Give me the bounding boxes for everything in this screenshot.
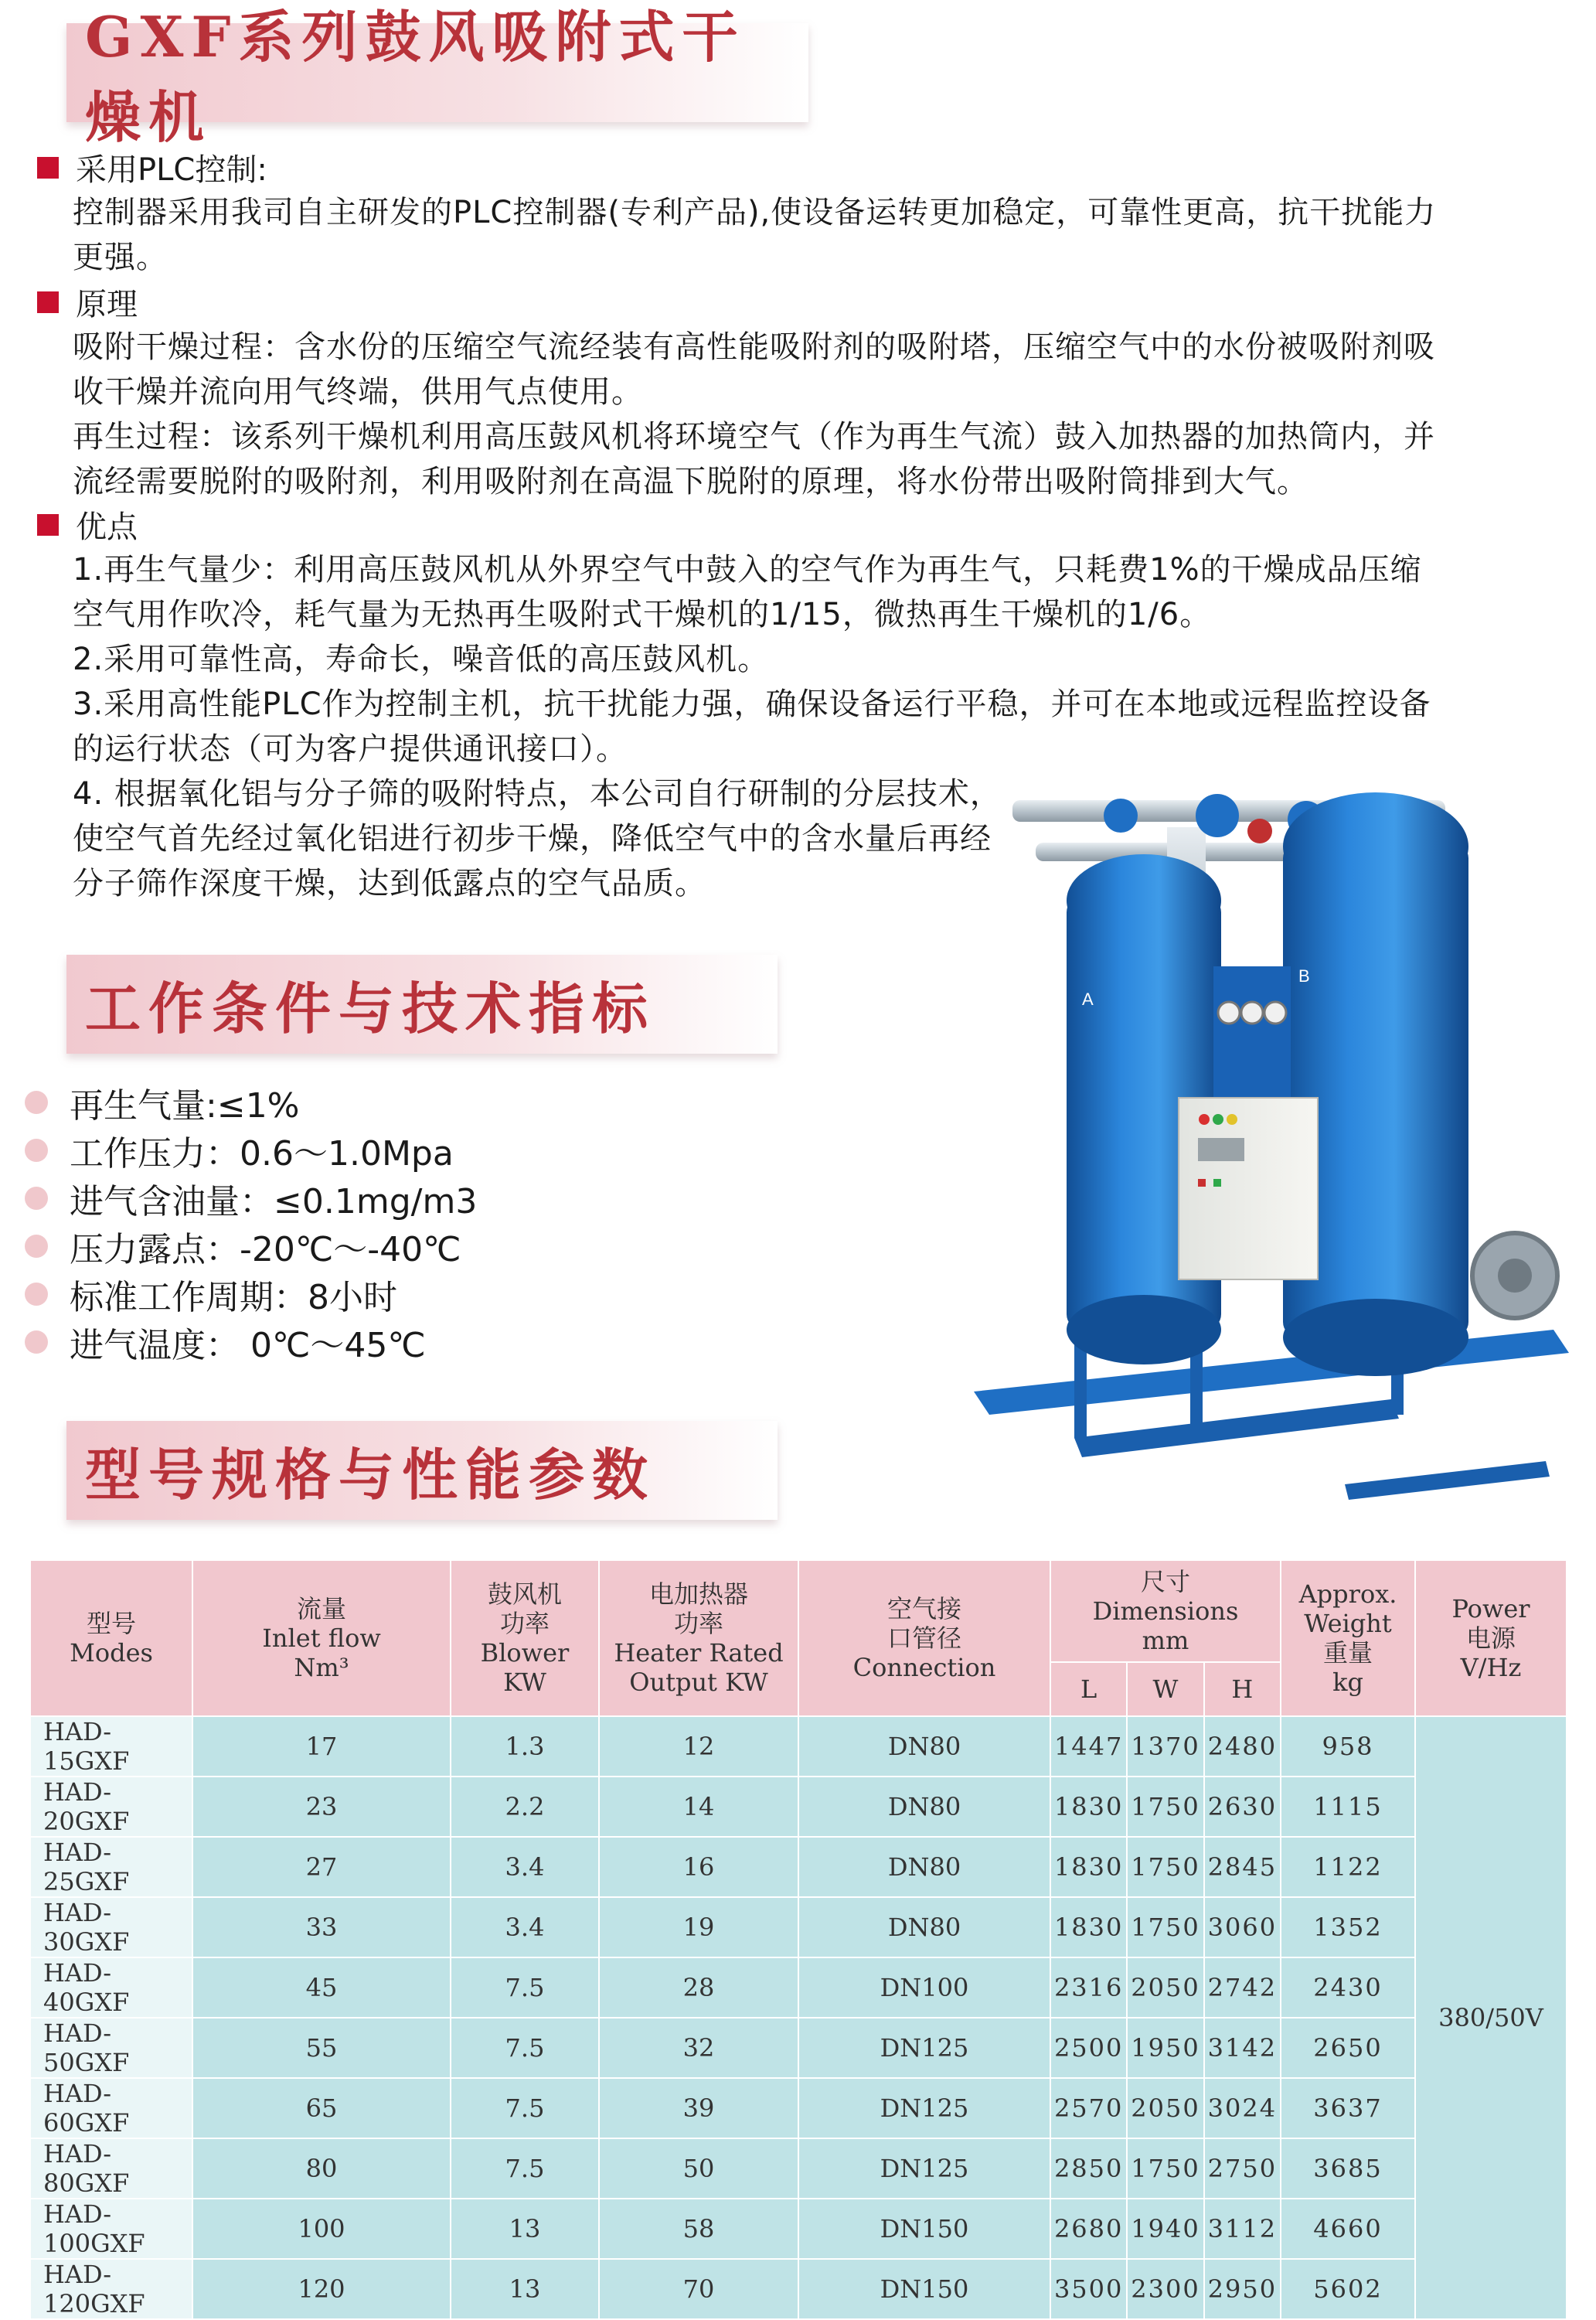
table-cell: 2570	[1050, 2078, 1127, 2138]
spec-text: 标准工作周期：8小时	[70, 1278, 397, 1317]
model-cell: HAD-80GXF	[30, 2138, 192, 2199]
col-header-connection	[798, 1560, 1050, 1716]
model-cell: HAD-30GXF	[30, 1897, 192, 1957]
table-cell: 2650	[1281, 2018, 1415, 2078]
col-header-dimensions	[1050, 1560, 1281, 1662]
dot-bullet-icon	[25, 1283, 48, 1306]
indicator-light-icon	[1227, 1114, 1237, 1125]
table-cell: 55	[192, 2018, 451, 2078]
conditions-title: 工作条件与技术指标	[85, 976, 656, 1041]
pressure-gauge-icon	[1218, 1002, 1240, 1024]
table-cell: 2742	[1204, 1957, 1281, 2018]
table-cell: 1.3	[451, 1716, 599, 1777]
table-cell: 7.5	[451, 2018, 599, 2078]
header-line: 尺寸	[1140, 1567, 1190, 1596]
table-cell: 2680	[1050, 2199, 1127, 2259]
header-line: kg	[1332, 1668, 1363, 1697]
section-heading-advantages	[37, 502, 138, 547]
dot-bullet-icon	[25, 1091, 48, 1114]
table-cell: 7.5	[451, 1957, 599, 2018]
spec-text: 再生气量:≤1%	[70, 1086, 300, 1126]
col-header-blower	[451, 1560, 599, 1716]
table-row	[30, 2199, 1567, 2259]
header-line: Output KW	[629, 1668, 768, 1697]
blower-hub	[1498, 1259, 1532, 1293]
table-cell: 80	[192, 2138, 451, 2199]
list-item	[25, 1078, 477, 1126]
table-cell: 2300	[1127, 2259, 1203, 2319]
tank-b-top	[1283, 792, 1468, 901]
table-cell: 3.4	[451, 1897, 599, 1957]
table-cell: 1830	[1050, 1897, 1127, 1957]
table-cell: 32	[599, 2018, 798, 2078]
col-header-dim-l: L	[1050, 1662, 1127, 1716]
model-cell: HAD-15GXF	[30, 1716, 192, 1777]
header-line: KW	[503, 1668, 546, 1697]
table-row	[30, 2078, 1567, 2138]
table-cell: 1447	[1050, 1716, 1127, 1777]
table-cell: DN80	[798, 1837, 1050, 1897]
model-cell: HAD-100GXF	[30, 2199, 192, 2259]
col-header-dim-h: H	[1204, 1662, 1281, 1716]
table-cell: 1750	[1127, 1897, 1203, 1957]
valve-icon	[1196, 794, 1239, 837]
table-cell: DN125	[798, 2138, 1050, 2199]
header-line: 功率	[499, 1609, 550, 1638]
table-row	[30, 2018, 1567, 2078]
table-cell: 1370	[1127, 1716, 1203, 1777]
header-line: 型号	[86, 1609, 136, 1638]
header-line: Power	[1451, 1594, 1530, 1623]
text-line: 吸附干燥过程：含水份的压缩空气流经装有高性能吸附剂的吸附塔，压缩空气中的水份被吸附剂吸	[73, 329, 1435, 365]
tank-a-bottom	[1067, 1295, 1221, 1364]
header-line: 重量	[1322, 1638, 1373, 1668]
dot-bullet-icon	[25, 1139, 48, 1162]
control-box	[1179, 1098, 1318, 1279]
table-cell: 45	[192, 1957, 451, 2018]
table-cell: 65	[192, 2078, 451, 2138]
col-header-power	[1415, 1560, 1567, 1716]
text-line: 1.再生气量少：利用高压鼓风机从外界空气中鼓入的空气作为再生气，只耗费1%的干燥成品压缩	[73, 552, 1422, 588]
square-bullet-icon	[37, 291, 59, 313]
table-cell: 2950	[1204, 2259, 1281, 2319]
header-line: V/Hz	[1460, 1653, 1522, 1682]
text-line: 的运行状态（可为客户提供通讯接口）。	[73, 731, 628, 767]
base-rail	[1345, 1461, 1550, 1500]
model-cell: HAD-60GXF	[30, 2078, 192, 2138]
table-cell: 5602	[1281, 2259, 1415, 2319]
tank-b-label: B	[1298, 966, 1310, 986]
table-cell: 3.4	[451, 1837, 599, 1897]
table-cell: 27	[192, 1837, 451, 1897]
frame-leg	[1074, 1337, 1087, 1438]
header-line: Weight	[1304, 1609, 1392, 1638]
table-cell: 2845	[1204, 1837, 1281, 1897]
text-line: 流经需要脱附的吸附剂，利用吸附剂在高温下脱附的原理，将水份带出吸附筒排到大气。	[73, 464, 1308, 499]
table-cell: 4660	[1281, 2199, 1415, 2259]
header-line: Dimensions	[1092, 1596, 1239, 1626]
table-cell: 2480	[1204, 1716, 1281, 1777]
table-cell: 7.5	[451, 2138, 599, 2199]
table-cell: 120	[192, 2259, 451, 2319]
list-item	[25, 1222, 477, 1270]
table-row	[30, 1716, 1567, 1777]
header-line: 口管径	[886, 1623, 961, 1653]
table-cell: 70	[599, 2259, 798, 2319]
section-heading-text: 原理	[76, 287, 138, 322]
col-header-heater	[599, 1560, 798, 1716]
table-cell: 28	[599, 1957, 798, 2018]
valve-icon	[1247, 819, 1272, 843]
pressure-gauge-icon	[1241, 1002, 1263, 1024]
table-cell: 1352	[1281, 1897, 1415, 1957]
table-cell: 2750	[1204, 2138, 1281, 2199]
list-item	[25, 1174, 477, 1222]
table-cell: 17	[192, 1716, 451, 1777]
table-cell: 100	[192, 2199, 451, 2259]
table-cell: 3060	[1204, 1897, 1281, 1957]
table-cell: DN150	[798, 2259, 1050, 2319]
models-title: 型号规格与性能参数	[85, 1442, 656, 1507]
col-header-flow	[192, 1560, 451, 1716]
table-cell: 16	[599, 1837, 798, 1897]
spec-text: 进气温度： 0℃～45℃	[70, 1326, 426, 1365]
header-line: Heater Rated	[614, 1638, 784, 1668]
header-line: 流量	[296, 1594, 346, 1623]
table-cell: 1115	[1281, 1777, 1415, 1837]
advantages-paragraph	[73, 547, 1541, 772]
table-cell: 50	[599, 2138, 798, 2199]
text-line: 再生过程：该系列干燥机利用高压鼓风机将环境空气（作为再生气流）鼓入加热器的加热筒内，并	[73, 419, 1435, 455]
table-cell: 3500	[1050, 2259, 1127, 2319]
conditions-title-banner	[66, 955, 778, 1054]
model-cell: HAD-50GXF	[30, 2018, 192, 2078]
table-cell: 2050	[1127, 1957, 1203, 2018]
table-cell: 1940	[1127, 2199, 1203, 2259]
button-icon	[1198, 1179, 1206, 1187]
header-line: Inlet flow	[262, 1623, 381, 1653]
header-line: mm	[1142, 1626, 1189, 1655]
table-cell: 58	[599, 2199, 798, 2259]
text-line: 3.采用高性能PLC作为控制主机，抗干扰能力强，确保设备运行平稳，并可在本地或远程监控设备	[73, 686, 1431, 722]
model-cell: HAD-120GXF	[30, 2259, 192, 2319]
main-title-banner	[66, 4, 808, 150]
table-cell: DN80	[798, 1777, 1050, 1837]
section-heading-text: 采用PLC控制:	[76, 152, 267, 188]
indicator-light-icon	[1213, 1114, 1223, 1125]
indicator-light-icon	[1199, 1114, 1210, 1125]
table-cell: DN80	[798, 1897, 1050, 1957]
text-line: 控制器采用我司自主研发的PLC控制器(专利产品),使设备运转更加稳定，可靠性更高，抗干扰能力	[73, 195, 1437, 230]
table-cell: DN100	[798, 1957, 1050, 2018]
header-line: 电源	[1465, 1623, 1516, 1653]
table-cell: 2.2	[451, 1777, 599, 1837]
table-cell: 2500	[1050, 2018, 1127, 2078]
table-cell: 23	[192, 1777, 451, 1837]
models-title-banner	[66, 1421, 778, 1520]
section-heading-plc	[37, 145, 267, 189]
square-bullet-icon	[37, 514, 59, 536]
table-cell: 2316	[1050, 1957, 1127, 2018]
table-row	[30, 2259, 1567, 2319]
text-line: 更强。	[73, 240, 168, 275]
table-cell: 3142	[1204, 2018, 1281, 2078]
table-cell: 39	[599, 2078, 798, 2138]
table-cell: 1122	[1281, 1837, 1415, 1897]
header-line: 功率	[673, 1609, 723, 1638]
square-bullet-icon	[37, 157, 59, 179]
button-icon	[1213, 1179, 1221, 1187]
model-cell: HAD-40GXF	[30, 1957, 192, 2018]
dryer-machine-image	[958, 742, 1592, 1538]
table-cell: 1750	[1127, 1777, 1203, 1837]
table-cell: 2850	[1050, 2138, 1127, 2199]
table-cell: DN80	[798, 1716, 1050, 1777]
plc-paragraph	[73, 190, 1541, 280]
main-title: GXF系列鼓风吸附式干燥机	[85, 4, 746, 150]
header-line: Modes	[70, 1638, 153, 1668]
tank-a-label: A	[1082, 990, 1094, 1009]
text-line: 4. 根据氧化铝与分子筛的吸附特点，本公司自行研制的分层技术，	[73, 776, 1002, 812]
table-row	[30, 2138, 1567, 2199]
section-heading-text: 优点	[76, 509, 138, 545]
table-cell: DN125	[798, 2018, 1050, 2078]
header-line: Connection	[852, 1653, 996, 1682]
dot-bullet-icon	[25, 1330, 48, 1354]
text-line: 分子筛作深度干燥，达到低露点的空气品质。	[73, 866, 706, 901]
list-item	[25, 1126, 477, 1174]
table-cell: DN125	[798, 2078, 1050, 2138]
table-cell: 1750	[1127, 1837, 1203, 1897]
plc-display	[1198, 1138, 1244, 1161]
tank-b-bottom	[1283, 1299, 1468, 1376]
col-header-model	[30, 1560, 192, 1716]
table-cell: 13	[451, 2259, 599, 2319]
spec-text: 进气含油量：≤0.1mg/m3	[70, 1182, 478, 1221]
spec-table	[29, 1559, 1567, 2320]
col-header-weight	[1281, 1560, 1415, 1716]
table-cell: 14	[599, 1777, 798, 1837]
header-line: Blower	[480, 1638, 570, 1668]
table-cell: 12	[599, 1716, 798, 1777]
table-row	[30, 1897, 1567, 1957]
table-cell: 3685	[1281, 2138, 1415, 2199]
header-line: Nm³	[294, 1653, 349, 1682]
table-cell: 1830	[1050, 1837, 1127, 1897]
table-cell: 19	[599, 1897, 798, 1957]
table-cell: 13	[451, 2199, 599, 2259]
header-line: Approx.	[1298, 1579, 1397, 1609]
table-cell: 2050	[1127, 2078, 1203, 2138]
table-cell: 3024	[1204, 2078, 1281, 2138]
table-row	[30, 1957, 1567, 2018]
list-item	[25, 1318, 477, 1366]
table-row	[30, 1777, 1567, 1837]
table-cell: 2430	[1281, 1957, 1415, 2018]
list-item	[25, 1270, 477, 1318]
col-header-dim-w: W	[1127, 1662, 1203, 1716]
table-row	[30, 1837, 1567, 1897]
text-line: 使空气首先经过氧化铝进行初步干燥，降低空气中的含水量后再经	[73, 821, 992, 857]
gauge-panel	[1213, 966, 1291, 1105]
text-line: 2.采用可靠性高，寿命长，噪音低的高压鼓风机。	[73, 642, 770, 677]
table-cell: 1950	[1127, 2018, 1203, 2078]
header-line: 鼓风机	[487, 1579, 562, 1609]
dot-bullet-icon	[25, 1235, 48, 1258]
base-frame	[974, 1330, 1569, 1415]
text-line: 空气用作吹冷，耗气量为无热再生吸附式干燥机的1/15，微热再生干燥机的1/6。	[73, 597, 1212, 632]
advantages-paragraph-4	[73, 772, 1077, 906]
tank-a-top	[1067, 854, 1221, 947]
principle-paragraph	[73, 325, 1541, 504]
table-cell: 3637	[1281, 2078, 1415, 2138]
table-cell: 7.5	[451, 2078, 599, 2138]
base-rail	[1074, 1399, 1399, 1457]
table-cell: 3112	[1204, 2199, 1281, 2259]
model-cell: HAD-20GXF	[30, 1777, 192, 1837]
header-line: 空气接	[886, 1594, 961, 1623]
valve-icon	[1104, 799, 1138, 833]
spec-text: 压力露点：-20℃～-40℃	[70, 1230, 461, 1269]
dot-bullet-icon	[25, 1187, 48, 1210]
table-cell: 958	[1281, 1716, 1415, 1777]
table-cell: 1750	[1127, 2138, 1203, 2199]
table-cell: DN150	[798, 2199, 1050, 2259]
power-cell: 380/50V	[1415, 1716, 1567, 2319]
model-cell: HAD-25GXF	[30, 1837, 192, 1897]
pressure-gauge-icon	[1264, 1002, 1286, 1024]
table-cell: 2630	[1204, 1777, 1281, 1837]
section-heading-principle	[37, 280, 138, 324]
header-line: 电加热器	[648, 1579, 748, 1609]
table-cell: 1830	[1050, 1777, 1127, 1837]
spec-text: 工作压力：0.6～1.0Mpa	[70, 1134, 454, 1174]
table-cell: 33	[192, 1897, 451, 1957]
text-line: 收干燥并流向用气终端，供用气点使用。	[73, 374, 643, 410]
spec-list	[25, 1078, 477, 1366]
